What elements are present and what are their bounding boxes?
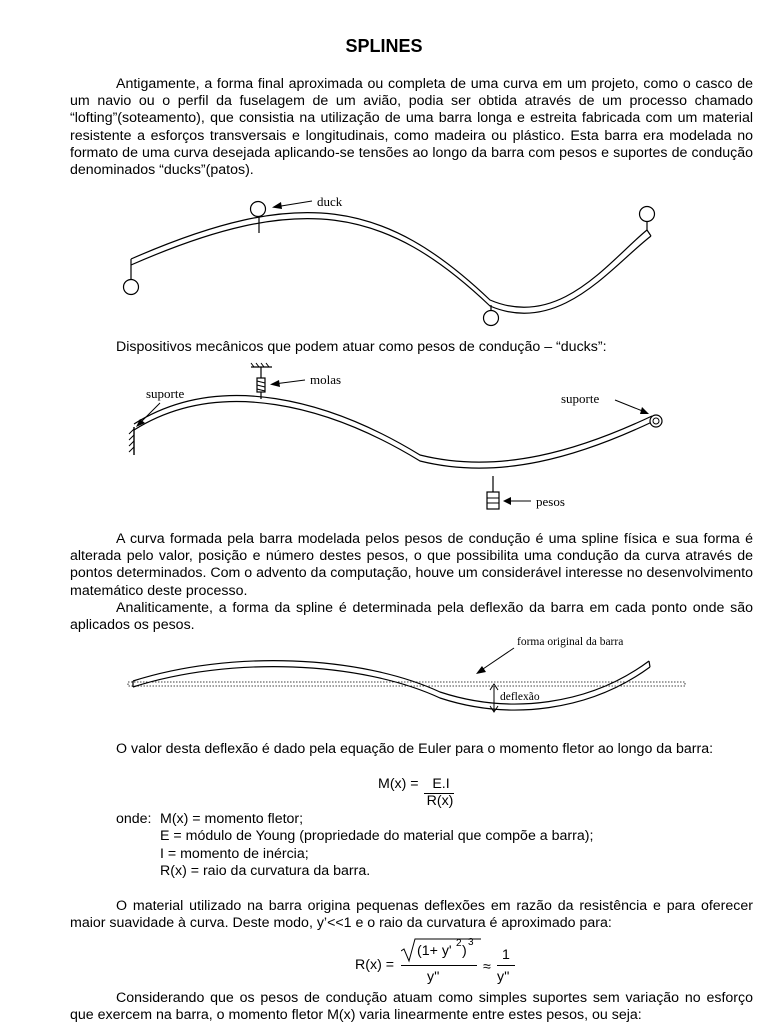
figure2-caption: Dispositivos mecânicos que podem atuar como pesos de condução – “ducks”:	[116, 339, 607, 355]
deflection-label: deflexão	[500, 691, 540, 703]
deflected-bar-bottom	[133, 667, 650, 710]
pin-support-right	[650, 415, 662, 427]
figure-spline-ducks	[0, 195, 768, 330]
wall-support-left	[129, 427, 134, 455]
eq1-denominator: R(x)	[426, 793, 454, 809]
eq1-numerator: E.I	[432, 776, 450, 792]
duck-bottom-left	[124, 265, 139, 295]
duck-label: duck	[317, 195, 343, 209]
weight-device	[487, 476, 499, 509]
intro-paragraph: Antigamente, a forma final aproximada ou completa de uma curva em um projeto, como o casco de um navio ou o perfil da fuselagem de um avião, podia ser obtida através de um processo chamado “lofting”(soteamento), que consistia na utilização de uma barra longa e estreita fabricada com um material resistente a esforços transversais e longitudinais, como madeira ou plástico. Esta barra era modelada no formato de uma curva desejada aplicando-se tensões ao longo da barra com pesos e suportes de condução denominados “ducks”(patos).	[70, 76, 753, 179]
spline-bar-bottom	[131, 219, 651, 314]
molas-label: molas	[310, 372, 342, 387]
spline-bar-top	[131, 213, 647, 308]
spline-paragraph: A curva formada pela barra modelada pelos pesos de condução é uma spline física e sua forma é alterada pelo valor, posição e número destes pesos, o que possibilita uma condução da curva através de pontos determinados. Com o advento da computação, houve um considerável interesse no desenvolvimento matemático deste processo.	[70, 531, 753, 599]
onde-line-1: M(x) = momento fletor;	[160, 811, 304, 827]
final-paragraph: Considerando que os pesos de condução atuam como simples suportes sem variação no esforço que exercem na barra, o momento fletor M(x) varia linearmente entre estes pesos, ou seja:	[70, 990, 753, 1024]
onde-line-4: R(x) = raio da curvatura da barra.	[160, 863, 371, 879]
suporte-left-label: suporte	[146, 386, 185, 401]
euler-paragraph: O valor desta deflexão é dado pela equação de Euler para o momento fletor ao longo da barra:	[116, 741, 714, 757]
figure-deflection	[0, 630, 768, 720]
analytic-paragraph: Analiticamente, a forma da spline é determinada pela deflexão da barra em cada ponto onde são aplicados os pesos.	[70, 600, 753, 634]
original-bar-label: forma original da barra	[517, 636, 624, 648]
duck-top-right	[640, 207, 655, 232]
material-paragraph: O material utilizado na barra origina pequenas deflexões em razão da resistência e para oferecer maior suavidade à curva. Deste modo, y’<<1 e o raio da curvatura é aproximado para:	[70, 898, 753, 932]
spring-device	[251, 363, 272, 399]
page-title: SPLINES	[345, 36, 423, 56]
eq2-fraction-bar-2	[497, 965, 515, 966]
onde-line-3: I = momento de inércia;	[160, 846, 309, 862]
onde-line-2: E = módulo de Young (propriedade do material que compõe a barra);	[160, 828, 594, 844]
suporte-right-label: suporte	[561, 391, 600, 406]
figure-mechanical-devices	[0, 360, 768, 515]
eq2-fraction-bar-1	[401, 965, 477, 966]
onde-label: onde:	[116, 811, 152, 827]
device-bar-bottom	[134, 402, 652, 469]
equation-curvature: R(x) = (1+ y' 2 ) 3 y'' ≈ 1 y''	[355, 937, 515, 989]
pesos-label: pesos	[536, 494, 565, 509]
